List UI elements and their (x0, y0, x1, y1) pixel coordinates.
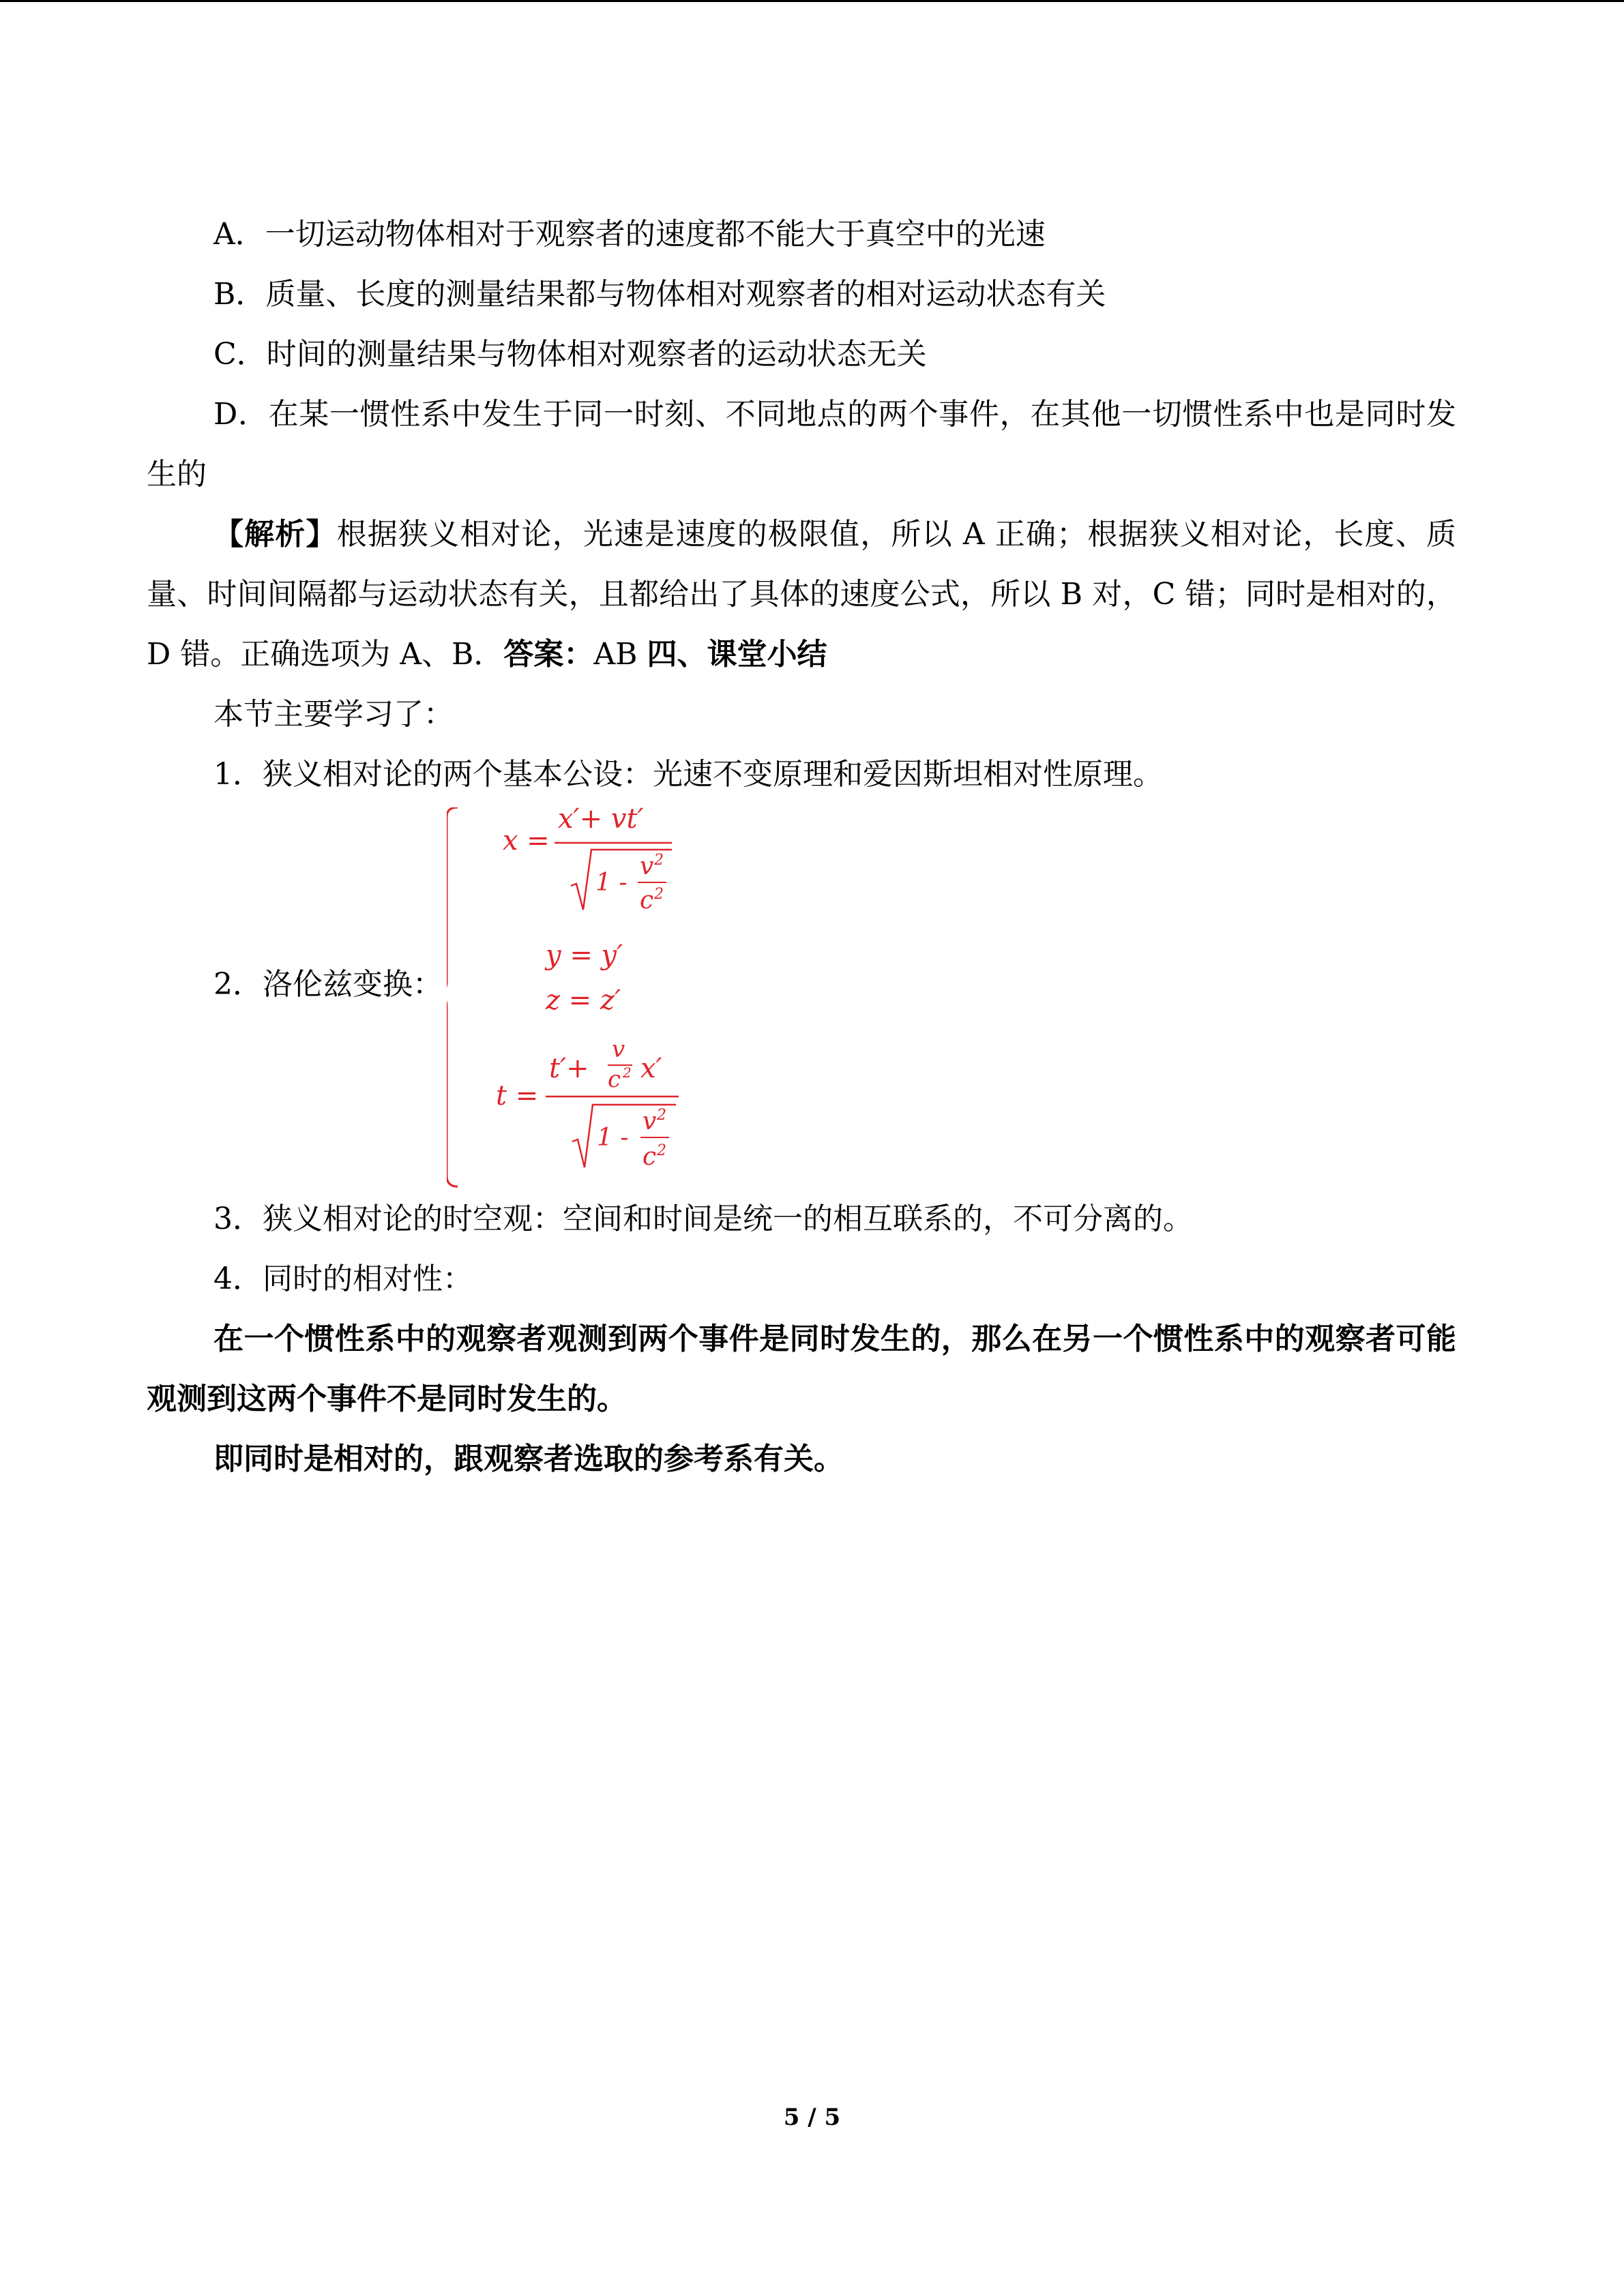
x-c: c (640, 886, 654, 914)
summary-item-3: 3．狭义相对论的时空观：空间和时间是统一的相互联系的，不可分离的。 (213, 1202, 1193, 1236)
summary-item-4-detail: 在一个惯性系中的观察者观测到两个事件是同时发生的，那么在另一个惯性系中的观察者可能观测到这两个事件不是同时发生的。 (147, 1322, 1456, 1416)
document-body (147, 205, 1456, 1489)
x-one-minus: 1 - (595, 869, 628, 897)
z-equation: z = z′ (546, 985, 621, 1016)
summary-item-4: 4．同时的相对性： (213, 1262, 473, 1296)
t-numerator-c-sup: 2 (623, 1064, 632, 1081)
lorentz-equations (447, 807, 883, 1189)
x-numerator: x′+ vt′ (558, 807, 644, 835)
t-numerator-v: v (612, 1036, 625, 1063)
analysis-paragraph (147, 505, 1456, 685)
t-one-minus: 1 - (597, 1124, 629, 1152)
section-heading: 四、课堂小结 (647, 637, 827, 672)
page-number: 5 / 5 (783, 2104, 841, 2131)
lorentz-transformation (147, 807, 1456, 1189)
x-lhs: x = (503, 825, 550, 856)
t-v-sup: 2 (657, 1107, 666, 1124)
t-c-sup: 2 (657, 1142, 666, 1159)
answer-value: AB (593, 637, 638, 672)
t-v: v (643, 1107, 657, 1135)
summary-item-2-label: 2．洛伦兹变换： (213, 967, 443, 1002)
summary-intro: 本节主要学习了： (213, 697, 454, 732)
t-numerator-c: c (608, 1066, 621, 1093)
t-c: c (643, 1143, 657, 1171)
answer-label: 答案： (503, 637, 594, 672)
t-lhs: t = (496, 1080, 539, 1112)
summary-item-4-conclusion: 即同时是相对的，跟观察者选取的参考系有关。 (213, 1442, 844, 1476)
x-v-sup: 2 (654, 852, 664, 869)
summary-item-1: 1．狭义相对论的两个基本公设：光速不变原理和爱因斯坦相对性原理。 (213, 757, 1163, 792)
analysis-text: 根据狭义相对论，光速是速度的极限值，所以 A 正确；根据狭义相对论，长度、质量、时间间隔都与运动状态有关，且都给出了具体的速度公式，所以 B 对，C 错；同时是相对的，D 错。正确选项为 A、B． (147, 517, 1456, 672)
t-numerator-t: t′+ (549, 1053, 589, 1084)
x-v: v (640, 852, 654, 880)
option-b: B．质量、长度的测量结果都与物体相对观察者的相对运动状态有关 (213, 277, 1106, 312)
option-d: D．在某一惯性系中发生于同一时刻、不同地点的两个事件，在其他一切惯性系中也是同时发生的 (147, 397, 1456, 492)
option-a: A．一切运动物体相对于观察者的速度都不能大于真空中的光速 (213, 217, 1046, 252)
left-brace (447, 807, 458, 1187)
page-top-border (0, 0, 1624, 2)
y-equation: y = y′ (546, 940, 623, 971)
x-c-sup: 2 (654, 886, 664, 903)
t-numerator-x: x′ (640, 1053, 662, 1084)
option-c: C．时间的测量结果与物体相对观察者的运动状态无关 (213, 337, 927, 372)
analysis-label: 【解析】 (213, 517, 337, 552)
